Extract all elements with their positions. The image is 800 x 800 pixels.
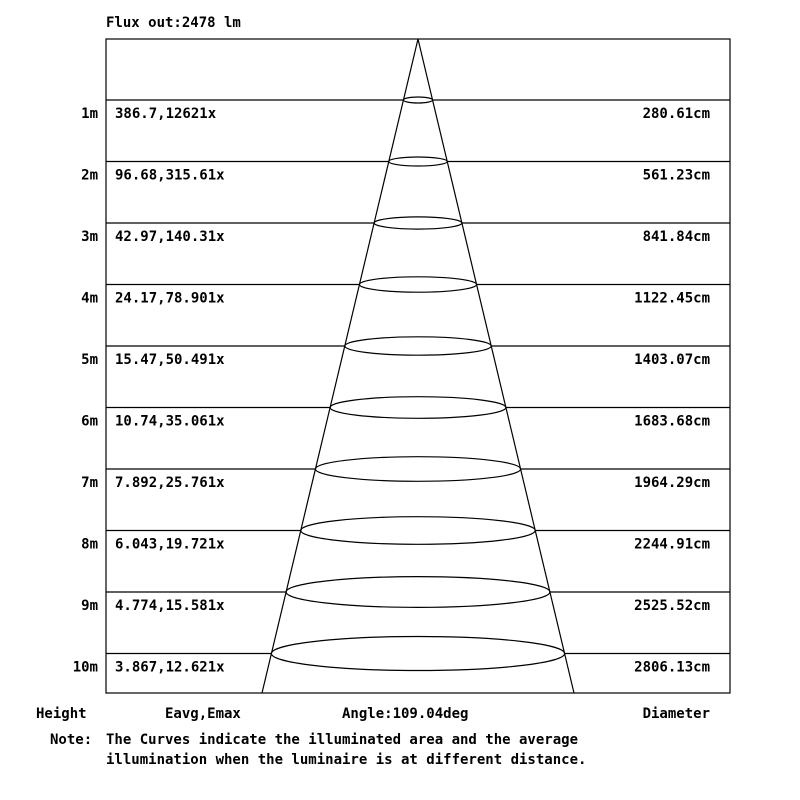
illumination-ellipse: [345, 337, 491, 355]
row-height-label: 6m: [81, 413, 98, 430]
row-diameter: 1122.45cm: [634, 290, 710, 307]
beam-cone: [262, 39, 574, 693]
row-eavg-emax: 15.47,50.491x: [115, 352, 225, 368]
row-height-label: 10m: [72, 659, 98, 676]
illumination-ellipse: [315, 457, 520, 482]
row-height-label: 1m: [81, 106, 98, 122]
row-diameter: 2244.91cm: [634, 536, 710, 553]
row-diameter: 1403.07cm: [634, 352, 710, 368]
row-diameter: 1683.68cm: [634, 413, 710, 430]
row-height-label: 2m: [81, 167, 98, 184]
note-prefix: Note:: [50, 732, 93, 748]
row-height-label: 5m: [81, 352, 98, 368]
row-eavg-emax: 3.867,12.621x: [115, 659, 225, 676]
row-eavg-emax: 7.892,25.761x: [115, 475, 225, 491]
row-eavg-emax: 24.17,78.901x: [115, 290, 225, 307]
beam-angle-label: Angle:109.04deg: [342, 706, 469, 722]
row-diameter: 561.23cm: [642, 167, 710, 184]
row-eavg-emax: 10.74,35.061x: [115, 413, 225, 430]
row-eavg-emax: 386.7,12621x: [115, 106, 217, 122]
flux-out-label: Flux out:2478 lm: [106, 15, 241, 31]
illumination-ellipse: [389, 157, 447, 166]
row-diameter: 2525.52cm: [634, 598, 710, 614]
row-diameter: 280.61cm: [642, 106, 710, 122]
row-eavg-emax: 42.97,140.31x: [115, 229, 225, 245]
eavg-emax-column-label: Eavg,Emax: [165, 706, 241, 722]
illumination-ellipse: [359, 277, 476, 292]
illumination-ellipse: [403, 97, 432, 103]
row-diameter: 2806.13cm: [634, 659, 710, 676]
row-height-label: 8m: [81, 536, 98, 553]
illumination-ellipse: [374, 217, 462, 229]
row-diameter: 841.84cm: [642, 229, 710, 245]
illumination-ellipse: [301, 517, 535, 545]
note-line-2: illumination when the luminaire is at different distance.: [106, 752, 587, 768]
diameter-column-label: Diameter: [642, 706, 710, 722]
illumination-ellipse: [271, 637, 564, 671]
row-height-label: 9m: [81, 598, 98, 614]
illumination-ellipse: [286, 577, 550, 608]
row-height-label: 3m: [81, 229, 98, 245]
distance-row: [81, 100, 730, 122]
row-eavg-emax: 6.043,19.721x: [115, 536, 225, 553]
row-eavg-emax: 96.68,315.61x: [115, 167, 225, 184]
row-height-label: 7m: [81, 475, 98, 491]
row-diameter: 1964.29cm: [634, 475, 710, 491]
height-column-label: Height: [36, 706, 87, 722]
note-line-1: The Curves indicate the illuminated area and the average: [106, 732, 579, 748]
row-height-label: 4m: [81, 290, 98, 307]
illumination-ellipse: [330, 397, 506, 419]
row-eavg-emax: 4.774,15.581x: [115, 598, 225, 614]
